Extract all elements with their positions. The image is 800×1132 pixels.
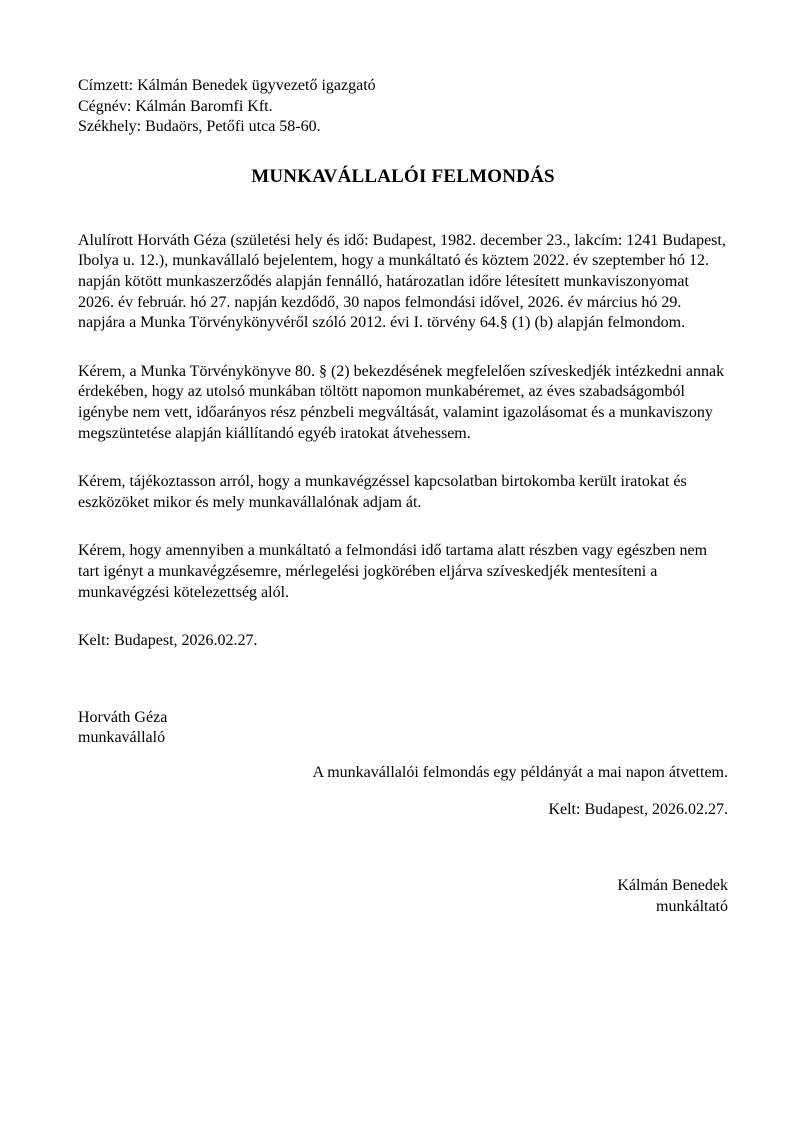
paragraph-handover-request: Kérem, tájékoztasson arról, hogy a munkavégzéssel kapcsolatban birtokomba került iratokat és eszközöket mikor és mely munkavállalónak adjam át. — [78, 473, 687, 511]
employer-signature-role: munkáltató — [656, 897, 728, 915]
acknowledgement-dateline: Kelt: Budapest, 2026.02.27. — [548, 801, 728, 819]
employer-signature-block — [78, 876, 728, 917]
acknowledgement-statement: A munkavállalói felmondás egy példányát a mai napon átvettem. — [312, 763, 728, 781]
recipient-addressee: Címzett: Kálmán Benedek ügyvezető igazgató — [78, 77, 376, 94]
recipient-company: Cégnév: Kálmán Baromfi Kft. — [78, 97, 273, 115]
recipient-address: Székhely: Budaörs, Petőfi utca 58-60. — [78, 118, 321, 136]
recipient-block — [78, 76, 728, 138]
document-title: MUNKAVÁLLALÓI FELMONDÁS — [251, 165, 555, 187]
paragraph-work-exemption-request: Kérem, hogy amennyiben a munkáltató a felmondási idő tartama alatt részben vagy egészben nem tart igényt a munkavégzésemre, mérlegelési jogkörében eljárva szíveskedjék mentesíteni a munkavégzési kötelezettség alól. — [78, 542, 708, 601]
letter-content — [78, 76, 728, 917]
dateline: Kelt: Budapest, 2026.02.27. — [78, 632, 258, 650]
employee-signature-block — [78, 708, 728, 749]
paragraph-final-pay-request: Kérem, a Munka Törvénykönyve 80. § (2) bekezdésének megfelelően szíveskedjék intézkedni annak érdekében, hogy az utolsó munkában töltött napomon munkabéremet, az éves szabadságomból igénybe nem vett, időarányos rész pénzbeli megváltását, valamint igazolásomat és a munkaviszony megszüntetése alapján kiállítandó egyéb iratokat átvehessem. — [78, 362, 725, 442]
paragraph-resignation-statement: Alulírott Horváth Géza (születési hely és idő: Budapest, 1982. december 23., lakcím: 1241 Budapest, Ibolya u. 12.), munkavállaló bejelentem, hogy a munkáltató és köztem 2022. év szeptember hó 12. napján kötött munkaszerződés alapján fennálló, határozatlan időre létesített munkaviszonyomat 2026. év február. hó 27. napján kezdődő, 30 napos felmondási idővel, 2026. év március hó 29. napjára a Munka Törvénykönyvéről szóló 2012. évi I. törvény 64.§ (1) (b) alapján felmondom. — [78, 231, 726, 332]
employee-signature-role: munkavállaló — [78, 729, 166, 747]
employee-signature-name: Horváth Géza — [78, 708, 168, 726]
employer-signature-name: Kálmán Benedek — [617, 877, 728, 895]
